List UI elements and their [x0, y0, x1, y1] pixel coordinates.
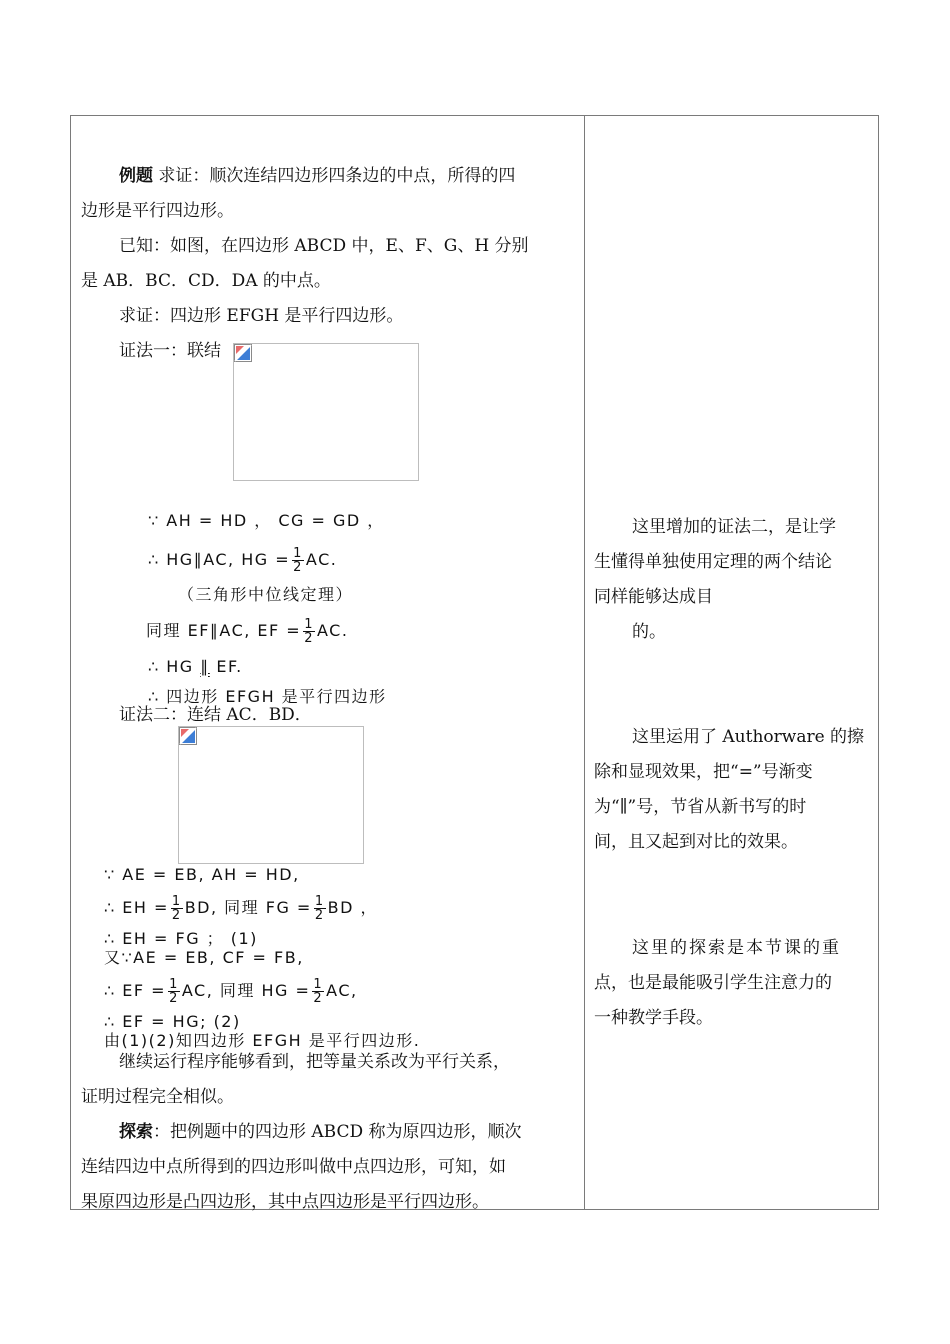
- broken-image-icon: [179, 727, 197, 745]
- note-3-line-1: 这里的探索是本节课的重: [632, 938, 841, 958]
- explore-line-3: 果原四边形是凸四边形，其中点四边形是平行四边形。: [81, 1192, 489, 1212]
- m1-line-4b: AC.: [317, 621, 349, 640]
- note-1-line-4: 的。: [632, 622, 666, 642]
- explore-line-2: 连结四边中点所得到的四边形叫做中点四边形，可知，如: [81, 1157, 506, 1177]
- fraction: $\frac{1}{2}$: [169, 977, 179, 1006]
- given-line-1: 已知：如图，在四边形 ABCD 中，E、F、G、H 分别: [119, 236, 529, 256]
- m2-line-7: 由(1)(2)知四边形 EFGH 是平行四边形.: [104, 1031, 421, 1050]
- given-line-2: 是 AB．BC．CD．DA 的中点。: [81, 271, 331, 291]
- example-line-2: 边形是平行四边形。: [81, 201, 234, 221]
- example-heading: 例题: [119, 166, 153, 186]
- continue-line-1: 继续运行程序能够看到，把等量关系改为平行关系，: [119, 1052, 510, 1072]
- fraction: $\frac{1}{2}$: [313, 977, 324, 1006]
- note-1-line-2: 生懂得单独使用定理的两个结论: [594, 552, 832, 572]
- note-1-line-1: 这里增加的证法二，是让学: [632, 517, 836, 537]
- m2-line-5c: AC,: [326, 981, 358, 1000]
- example-statement: 求证：顺次连结四边形四条边的中点，所得的四: [153, 166, 516, 186]
- fraction: $\frac{1}{2}$: [314, 894, 325, 923]
- m1-line-4a: 同理 EF∥AC, EF =: [146, 621, 302, 640]
- note-1-line-3: 同样能够达成目: [594, 587, 713, 607]
- m2-line-3: ∴ EH = FG ； (1): [104, 929, 258, 948]
- note-2-line-4: 间，且又起到对比的效果。: [594, 832, 798, 852]
- m1-line-6: ∴ 四边形 EFGH 是平行四边形: [148, 687, 387, 706]
- m1-line-1: ∵ AH = HD ， CG = GD ，: [148, 511, 385, 530]
- m2-line-6: ∴ EF = HG; (2): [104, 1012, 241, 1031]
- continue-line-2: 证明过程完全相似。: [81, 1087, 234, 1107]
- method1-label-text: 证法一：联结: [119, 341, 221, 361]
- figure-2-placeholder: [178, 726, 364, 864]
- m2-line-4: 又∵AE = EB, CF = FB,: [104, 948, 304, 967]
- fraction: $\frac{1}{2}$: [293, 546, 303, 575]
- broken-image-icon: [234, 344, 252, 362]
- m1-line-2b: AC.: [305, 550, 338, 569]
- fraction: $\frac{1}{2}$: [171, 894, 182, 923]
- note-2-line-2: 除和显现效果，把“=”号渐变: [594, 762, 813, 782]
- m1-line-5a: ∴ HG: [148, 657, 194, 676]
- method2-label: 证法二：连结 AC．BD．: [119, 705, 312, 725]
- m2-line-5a: ∴ EF =: [104, 981, 167, 1000]
- figure-1-placeholder: [233, 343, 419, 481]
- note-2-line-1: 这里运用了 Authorware 的擦: [632, 727, 865, 747]
- note-3-line-3: 一种教学手段。: [594, 1008, 713, 1028]
- example-line-1: [119, 158, 515, 194]
- m2-line-1: ∵ AE = EB, AH = HD,: [104, 865, 300, 884]
- m2-line-5b: AC, 同理 HG =: [181, 981, 311, 1000]
- fraction: $\frac{1}{2}$: [304, 617, 314, 646]
- column-divider: [584, 115, 585, 1210]
- note-2-line-3: 为“∥”号，节省从新书写的时: [594, 797, 807, 817]
- m1-line-5b: EF.: [216, 657, 243, 676]
- m2-line-2b: BD, 同理 FG =: [184, 898, 312, 917]
- note-3-line-2: 点，也是最能吸引学生注意力的: [594, 973, 832, 993]
- explore-line-1: [119, 1114, 522, 1150]
- parallel-equal-symbol: ∥: [200, 657, 210, 676]
- m2-line-2: [104, 895, 378, 922]
- m2-line-5: [104, 978, 358, 1005]
- explore-heading: 探索: [119, 1122, 153, 1142]
- m1-line-2a: ∴ HG∥AC, HG =: [148, 550, 291, 569]
- explore-text-1: ：把例题中的四边形 ABCD 称为原四边形，顺次: [153, 1122, 522, 1142]
- m1-line-3: （三角形中位线定理）: [178, 585, 354, 604]
- m2-line-2c: BD ，: [327, 898, 379, 917]
- m1-line-2: [148, 547, 337, 574]
- prove-line: 求证：四边形 EFGH 是平行四边形。: [119, 306, 404, 326]
- m1-line-4: [146, 618, 348, 645]
- m2-line-2a: ∴ EH =: [104, 898, 169, 917]
- m1-line-5: [148, 657, 243, 677]
